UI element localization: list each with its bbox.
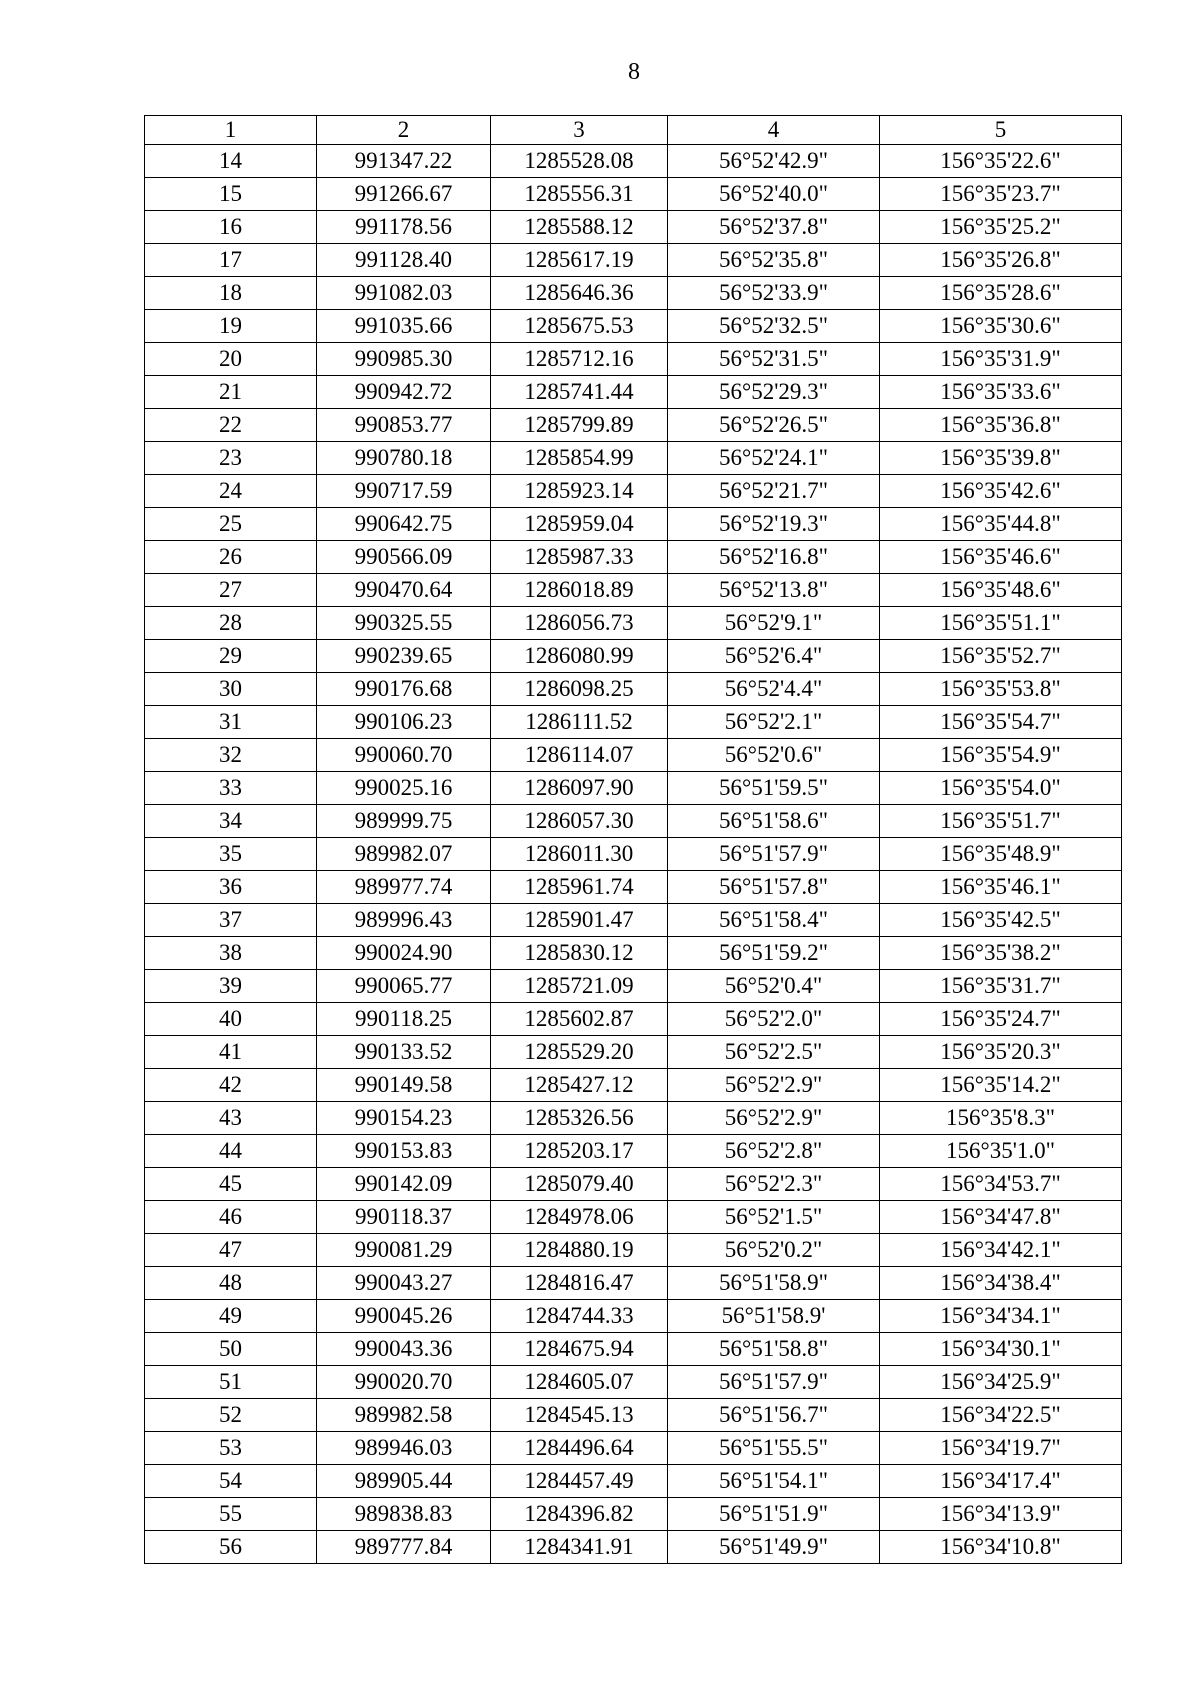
table-row <box>145 1366 1122 1399</box>
table-row <box>145 1135 1122 1168</box>
y-coordinate-cell: 1286097.90 <box>491 772 668 805</box>
longitude-cell: 156°35'38.2" <box>880 937 1122 970</box>
point-number-cell: 18 <box>145 277 317 310</box>
latitude-cell: 56°52'0.4" <box>668 970 880 1003</box>
latitude-cell: 56°51'54.1" <box>668 1465 880 1498</box>
y-coordinate-cell: 1284880.19 <box>491 1234 668 1267</box>
y-coordinate-cell: 1285721.09 <box>491 970 668 1003</box>
x-coordinate-cell: 990118.37 <box>317 1201 491 1234</box>
x-coordinate-cell: 990024.90 <box>317 937 491 970</box>
point-number-cell: 53 <box>145 1432 317 1465</box>
x-coordinate-cell: 991128.40 <box>317 244 491 277</box>
table-row <box>145 673 1122 706</box>
table-row <box>145 1333 1122 1366</box>
x-coordinate-cell: 989999.75 <box>317 805 491 838</box>
latitude-cell: 56°52'2.5" <box>668 1036 880 1069</box>
table-row <box>145 805 1122 838</box>
y-coordinate-cell: 1285741.44 <box>491 376 668 409</box>
y-coordinate-cell: 1285901.47 <box>491 904 668 937</box>
x-coordinate-cell: 990239.65 <box>317 640 491 673</box>
x-coordinate-cell: 990642.75 <box>317 508 491 541</box>
y-coordinate-cell: 1285646.36 <box>491 277 668 310</box>
longitude-cell: 156°35'20.3" <box>880 1036 1122 1069</box>
y-coordinate-cell: 1285961.74 <box>491 871 668 904</box>
table-row <box>145 1432 1122 1465</box>
table-row <box>145 937 1122 970</box>
longitude-cell: 156°35'30.6" <box>880 310 1122 343</box>
table-row <box>145 343 1122 376</box>
point-number-cell: 14 <box>145 145 317 178</box>
longitude-cell: 156°34'42.1" <box>880 1234 1122 1267</box>
latitude-cell: 56°51'58.9" <box>668 1267 880 1300</box>
x-coordinate-cell: 990060.70 <box>317 739 491 772</box>
table-row <box>145 640 1122 673</box>
latitude-cell: 56°52'4.4" <box>668 673 880 706</box>
point-number-cell: 54 <box>145 1465 317 1498</box>
table-row <box>145 574 1122 607</box>
header-cell-col-2: 2 <box>317 116 491 145</box>
table-row <box>145 838 1122 871</box>
x-coordinate-cell: 990325.55 <box>317 607 491 640</box>
longitude-cell: 156°35'46.1" <box>880 871 1122 904</box>
table-row <box>145 1300 1122 1333</box>
x-coordinate-cell: 990081.29 <box>317 1234 491 1267</box>
y-coordinate-cell: 1285556.31 <box>491 178 668 211</box>
point-number-cell: 56 <box>145 1531 317 1564</box>
table-row <box>145 376 1122 409</box>
x-coordinate-cell: 990118.25 <box>317 1003 491 1036</box>
longitude-cell: 156°35'54.9" <box>880 739 1122 772</box>
y-coordinate-cell: 1284978.06 <box>491 1201 668 1234</box>
latitude-cell: 56°52'29.3" <box>668 376 880 409</box>
x-coordinate-cell: 990106.23 <box>317 706 491 739</box>
y-coordinate-cell: 1284744.33 <box>491 1300 668 1333</box>
y-coordinate-cell: 1285675.53 <box>491 310 668 343</box>
table-row <box>145 1531 1122 1564</box>
y-coordinate-cell: 1286056.73 <box>491 607 668 640</box>
table-row <box>145 1399 1122 1432</box>
coordinates-table <box>144 115 1122 1564</box>
x-coordinate-cell: 990043.27 <box>317 1267 491 1300</box>
latitude-cell: 56°52'6.4" <box>668 640 880 673</box>
y-coordinate-cell: 1286114.07 <box>491 739 668 772</box>
x-coordinate-cell: 990045.26 <box>317 1300 491 1333</box>
longitude-cell: 156°35'28.6" <box>880 277 1122 310</box>
x-coordinate-cell: 990853.77 <box>317 409 491 442</box>
x-coordinate-cell: 990153.83 <box>317 1135 491 1168</box>
table-row <box>145 541 1122 574</box>
x-coordinate-cell: 990780.18 <box>317 442 491 475</box>
point-number-cell: 32 <box>145 739 317 772</box>
longitude-cell: 156°34'13.9" <box>880 1498 1122 1531</box>
y-coordinate-cell: 1285529.20 <box>491 1036 668 1069</box>
point-number-cell: 50 <box>145 1333 317 1366</box>
longitude-cell: 156°34'53.7" <box>880 1168 1122 1201</box>
point-number-cell: 19 <box>145 310 317 343</box>
point-number-cell: 42 <box>145 1069 317 1102</box>
table-row <box>145 145 1122 178</box>
y-coordinate-cell: 1284496.64 <box>491 1432 668 1465</box>
longitude-cell: 156°35'31.7" <box>880 970 1122 1003</box>
table-row <box>145 1168 1122 1201</box>
x-coordinate-cell: 989838.83 <box>317 1498 491 1531</box>
table-header <box>145 116 1122 145</box>
longitude-cell: 156°34'34.1" <box>880 1300 1122 1333</box>
point-number-cell: 25 <box>145 508 317 541</box>
table-row <box>145 607 1122 640</box>
point-number-cell: 34 <box>145 805 317 838</box>
table-row <box>145 1036 1122 1069</box>
longitude-cell: 156°35'39.8" <box>880 442 1122 475</box>
x-coordinate-cell: 990065.77 <box>317 970 491 1003</box>
latitude-cell: 56°52'26.5" <box>668 409 880 442</box>
longitude-cell: 156°35'48.6" <box>880 574 1122 607</box>
latitude-cell: 56°52'16.8" <box>668 541 880 574</box>
y-coordinate-cell: 1284605.07 <box>491 1366 668 1399</box>
point-number-cell: 16 <box>145 211 317 244</box>
point-number-cell: 31 <box>145 706 317 739</box>
latitude-cell: 56°52'0.6" <box>668 739 880 772</box>
y-coordinate-cell: 1286018.89 <box>491 574 668 607</box>
point-number-cell: 17 <box>145 244 317 277</box>
table-body <box>145 145 1122 1564</box>
latitude-cell: 56°52'9.1" <box>668 607 880 640</box>
table-row <box>145 244 1122 277</box>
y-coordinate-cell: 1285203.17 <box>491 1135 668 1168</box>
longitude-cell: 156°34'22.5" <box>880 1399 1122 1432</box>
x-coordinate-cell: 989977.74 <box>317 871 491 904</box>
table-row <box>145 1201 1122 1234</box>
x-coordinate-cell: 990154.23 <box>317 1102 491 1135</box>
x-coordinate-cell: 989905.44 <box>317 1465 491 1498</box>
latitude-cell: 56°51'58.8" <box>668 1333 880 1366</box>
table-row <box>145 475 1122 508</box>
y-coordinate-cell: 1285923.14 <box>491 475 668 508</box>
latitude-cell: 56°51'51.9" <box>668 1498 880 1531</box>
longitude-cell: 156°34'30.1" <box>880 1333 1122 1366</box>
table-row <box>145 277 1122 310</box>
latitude-cell: 56°51'57.8" <box>668 871 880 904</box>
y-coordinate-cell: 1285830.12 <box>491 937 668 970</box>
header-row <box>145 116 1122 145</box>
table-row <box>145 739 1122 772</box>
y-coordinate-cell: 1285427.12 <box>491 1069 668 1102</box>
point-number-cell: 43 <box>145 1102 317 1135</box>
point-number-cell: 33 <box>145 772 317 805</box>
header-cell-col-1: 1 <box>145 116 317 145</box>
latitude-cell: 56°52'40.0" <box>668 178 880 211</box>
longitude-cell: 156°35'42.6" <box>880 475 1122 508</box>
latitude-cell: 56°51'58.9' <box>668 1300 880 1333</box>
x-coordinate-cell: 989777.84 <box>317 1531 491 1564</box>
x-coordinate-cell: 990133.52 <box>317 1036 491 1069</box>
y-coordinate-cell: 1285588.12 <box>491 211 668 244</box>
latitude-cell: 56°52'37.8" <box>668 211 880 244</box>
x-coordinate-cell: 990142.09 <box>317 1168 491 1201</box>
latitude-cell: 56°52'32.5" <box>668 310 880 343</box>
point-number-cell: 24 <box>145 475 317 508</box>
x-coordinate-cell: 989982.58 <box>317 1399 491 1432</box>
y-coordinate-cell: 1286111.52 <box>491 706 668 739</box>
table-row <box>145 178 1122 211</box>
longitude-cell: 156°35'42.5" <box>880 904 1122 937</box>
x-coordinate-cell: 990717.59 <box>317 475 491 508</box>
point-number-cell: 40 <box>145 1003 317 1036</box>
latitude-cell: 56°52'2.3" <box>668 1168 880 1201</box>
x-coordinate-cell: 991035.66 <box>317 310 491 343</box>
x-coordinate-cell: 991266.67 <box>317 178 491 211</box>
point-number-cell: 45 <box>145 1168 317 1201</box>
longitude-cell: 156°35'8.3" <box>880 1102 1122 1135</box>
y-coordinate-cell: 1286080.99 <box>491 640 668 673</box>
latitude-cell: 56°51'55.5" <box>668 1432 880 1465</box>
latitude-cell: 56°52'1.5" <box>668 1201 880 1234</box>
x-coordinate-cell: 989996.43 <box>317 904 491 937</box>
latitude-cell: 56°51'56.7" <box>668 1399 880 1432</box>
latitude-cell: 56°52'2.9" <box>668 1102 880 1135</box>
x-coordinate-cell: 990176.68 <box>317 673 491 706</box>
latitude-cell: 56°51'59.2" <box>668 937 880 970</box>
latitude-cell: 56°52'13.8" <box>668 574 880 607</box>
longitude-cell: 156°34'25.9" <box>880 1366 1122 1399</box>
y-coordinate-cell: 1285799.89 <box>491 409 668 442</box>
x-coordinate-cell: 991178.56 <box>317 211 491 244</box>
latitude-cell: 56°52'21.7" <box>668 475 880 508</box>
longitude-cell: 156°35'51.7" <box>880 805 1122 838</box>
table-row <box>145 211 1122 244</box>
y-coordinate-cell: 1285079.40 <box>491 1168 668 1201</box>
x-coordinate-cell: 991082.03 <box>317 277 491 310</box>
x-coordinate-cell: 990470.64 <box>317 574 491 607</box>
latitude-cell: 56°52'0.2" <box>668 1234 880 1267</box>
latitude-cell: 56°51'58.4" <box>668 904 880 937</box>
y-coordinate-cell: 1285528.08 <box>491 145 668 178</box>
point-number-cell: 35 <box>145 838 317 871</box>
longitude-cell: 156°35'23.7" <box>880 178 1122 211</box>
table-row <box>145 442 1122 475</box>
table-row <box>145 970 1122 1003</box>
x-coordinate-cell: 990025.16 <box>317 772 491 805</box>
y-coordinate-cell: 1284816.47 <box>491 1267 668 1300</box>
point-number-cell: 51 <box>145 1366 317 1399</box>
point-number-cell: 30 <box>145 673 317 706</box>
longitude-cell: 156°34'19.7" <box>880 1432 1122 1465</box>
longitude-cell: 156°35'51.1" <box>880 607 1122 640</box>
y-coordinate-cell: 1285987.33 <box>491 541 668 574</box>
y-coordinate-cell: 1286098.25 <box>491 673 668 706</box>
table-row <box>145 1069 1122 1102</box>
table-row <box>145 871 1122 904</box>
y-coordinate-cell: 1286011.30 <box>491 838 668 871</box>
point-number-cell: 44 <box>145 1135 317 1168</box>
latitude-cell: 56°52'42.9" <box>668 145 880 178</box>
x-coordinate-cell: 989946.03 <box>317 1432 491 1465</box>
point-number-cell: 21 <box>145 376 317 409</box>
y-coordinate-cell: 1284457.49 <box>491 1465 668 1498</box>
point-number-cell: 15 <box>145 178 317 211</box>
table-row <box>145 1234 1122 1267</box>
point-number-cell: 26 <box>145 541 317 574</box>
longitude-cell: 156°35'54.7" <box>880 706 1122 739</box>
point-number-cell: 48 <box>145 1267 317 1300</box>
longitude-cell: 156°35'53.8" <box>880 673 1122 706</box>
longitude-cell: 156°34'10.8" <box>880 1531 1122 1564</box>
header-cell-col-4: 4 <box>668 116 880 145</box>
x-coordinate-cell: 990020.70 <box>317 1366 491 1399</box>
point-number-cell: 55 <box>145 1498 317 1531</box>
latitude-cell: 56°52'2.1" <box>668 706 880 739</box>
point-number-cell: 29 <box>145 640 317 673</box>
longitude-cell: 156°35'31.9" <box>880 343 1122 376</box>
latitude-cell: 56°52'2.8" <box>668 1135 880 1168</box>
point-number-cell: 38 <box>145 937 317 970</box>
x-coordinate-cell: 990043.36 <box>317 1333 491 1366</box>
table-row <box>145 1102 1122 1135</box>
latitude-cell: 56°52'2.9" <box>668 1069 880 1102</box>
y-coordinate-cell: 1286057.30 <box>491 805 668 838</box>
table-row <box>145 1465 1122 1498</box>
longitude-cell: 156°35'46.6" <box>880 541 1122 574</box>
table-row <box>145 904 1122 937</box>
longitude-cell: 156°35'52.7" <box>880 640 1122 673</box>
longitude-cell: 156°35'24.7" <box>880 1003 1122 1036</box>
longitude-cell: 156°35'36.8" <box>880 409 1122 442</box>
point-number-cell: 49 <box>145 1300 317 1333</box>
point-number-cell: 41 <box>145 1036 317 1069</box>
longitude-cell: 156°35'26.8" <box>880 244 1122 277</box>
table-row <box>145 1003 1122 1036</box>
point-number-cell: 47 <box>145 1234 317 1267</box>
point-number-cell: 46 <box>145 1201 317 1234</box>
y-coordinate-cell: 1285712.16 <box>491 343 668 376</box>
longitude-cell: 156°35'33.6" <box>880 376 1122 409</box>
y-coordinate-cell: 1285959.04 <box>491 508 668 541</box>
x-coordinate-cell: 990985.30 <box>317 343 491 376</box>
y-coordinate-cell: 1284396.82 <box>491 1498 668 1531</box>
point-number-cell: 36 <box>145 871 317 904</box>
y-coordinate-cell: 1285326.56 <box>491 1102 668 1135</box>
y-coordinate-cell: 1284545.13 <box>491 1399 668 1432</box>
x-coordinate-cell: 990942.72 <box>317 376 491 409</box>
table-row <box>145 706 1122 739</box>
point-number-cell: 20 <box>145 343 317 376</box>
point-number-cell: 27 <box>145 574 317 607</box>
y-coordinate-cell: 1285617.19 <box>491 244 668 277</box>
longitude-cell: 156°35'1.0" <box>880 1135 1122 1168</box>
longitude-cell: 156°35'54.0" <box>880 772 1122 805</box>
table-row <box>145 772 1122 805</box>
point-number-cell: 22 <box>145 409 317 442</box>
header-cell-col-3: 3 <box>491 116 668 145</box>
longitude-cell: 156°34'47.8" <box>880 1201 1122 1234</box>
latitude-cell: 56°51'58.6" <box>668 805 880 838</box>
point-number-cell: 37 <box>145 904 317 937</box>
latitude-cell: 56°52'2.0" <box>668 1003 880 1036</box>
y-coordinate-cell: 1285854.99 <box>491 442 668 475</box>
point-number-cell: 23 <box>145 442 317 475</box>
latitude-cell: 56°51'57.9" <box>668 1366 880 1399</box>
latitude-cell: 56°51'57.9" <box>668 838 880 871</box>
longitude-cell: 156°34'38.4" <box>880 1267 1122 1300</box>
longitude-cell: 156°35'22.6" <box>880 145 1122 178</box>
header-cell-col-5: 5 <box>880 116 1122 145</box>
x-coordinate-cell: 989982.07 <box>317 838 491 871</box>
latitude-cell: 56°51'59.5" <box>668 772 880 805</box>
y-coordinate-cell: 1284341.91 <box>491 1531 668 1564</box>
table-row <box>145 508 1122 541</box>
y-coordinate-cell: 1285602.87 <box>491 1003 668 1036</box>
x-coordinate-cell: 991347.22 <box>317 145 491 178</box>
latitude-cell: 56°52'31.5" <box>668 343 880 376</box>
point-number-cell: 28 <box>145 607 317 640</box>
latitude-cell: 56°52'35.8" <box>668 244 880 277</box>
longitude-cell: 156°34'17.4" <box>880 1465 1122 1498</box>
table-row <box>145 310 1122 343</box>
longitude-cell: 156°35'25.2" <box>880 211 1122 244</box>
x-coordinate-cell: 990566.09 <box>317 541 491 574</box>
longitude-cell: 156°35'14.2" <box>880 1069 1122 1102</box>
table-row <box>145 1498 1122 1531</box>
x-coordinate-cell: 990149.58 <box>317 1069 491 1102</box>
point-number-cell: 39 <box>145 970 317 1003</box>
table-row <box>145 409 1122 442</box>
latitude-cell: 56°51'49.9" <box>668 1531 880 1564</box>
table-row <box>145 1267 1122 1300</box>
y-coordinate-cell: 1284675.94 <box>491 1333 668 1366</box>
longitude-cell: 156°35'44.8" <box>880 508 1122 541</box>
longitude-cell: 156°35'48.9" <box>880 838 1122 871</box>
page-number: 8 <box>628 59 640 85</box>
point-number-cell: 52 <box>145 1399 317 1432</box>
latitude-cell: 56°52'19.3" <box>668 508 880 541</box>
latitude-cell: 56°52'33.9" <box>668 277 880 310</box>
latitude-cell: 56°52'24.1" <box>668 442 880 475</box>
